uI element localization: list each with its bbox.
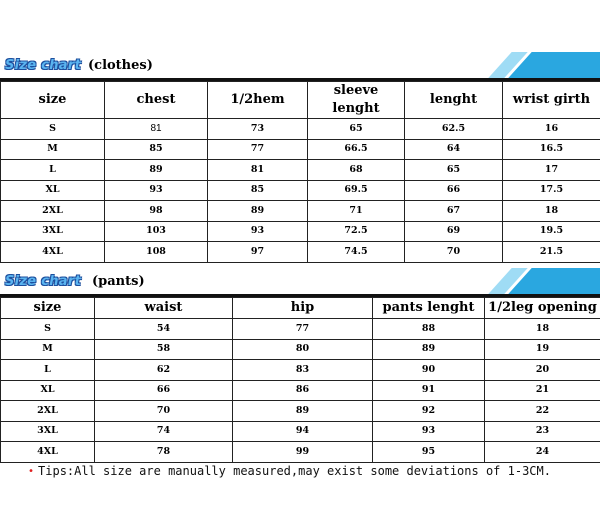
size-label-cell: 2XL [1,401,95,422]
measurement-cell: 97 [208,242,308,263]
clothes-size-chart [0,52,600,263]
size-label-cell: 2XL [1,201,105,222]
measurement-cell: 93 [105,180,208,201]
size-label-cell: XL [1,180,105,201]
measurement-cell: 69.5 [308,180,405,201]
measurement-cell: 81 [105,119,208,140]
measurement-cell: 66 [405,180,503,201]
table-row [1,401,600,422]
measurement-cell: 81 [208,160,308,181]
measurement-cell: 69 [405,221,503,242]
table-row [1,180,600,201]
measurement-cell: 77 [208,139,308,160]
measurement-cell: 77 [233,319,373,340]
measurement-cell: 62 [95,360,233,381]
measurement-cell: 92 [373,401,485,422]
measurement-cell: 17.5 [503,180,600,201]
clothes-col-header: size [1,82,105,119]
table-row [1,201,600,222]
measurement-cell: 18 [485,319,600,340]
measurement-cell: 74 [95,421,233,442]
table-row [1,139,600,160]
clothes-header-stripes [480,52,600,78]
size-label-cell: XL [1,380,95,401]
clothes-table-header-row [1,82,600,119]
table-row [1,319,600,340]
pants-size-table [0,297,600,463]
measurement-cell: 70 [405,242,503,263]
size-label-cell: 4XL [1,242,105,263]
clothes-table-body [1,119,600,263]
measurement-cell: 86 [233,380,373,401]
measurement-cell: 16 [503,119,600,140]
clothes-col-header: chest [105,82,208,119]
size-label-cell: M [1,139,105,160]
clothes-section-header [0,52,600,81]
size-label-cell: S [1,319,95,340]
measurement-cell: 89 [373,339,485,360]
measurement-cell: 85 [208,180,308,201]
size-label-cell: M [1,339,95,360]
clothes-col-header: sleeve lenght [308,82,405,119]
pants-col-header: hip [233,298,373,319]
measurement-cell: 66.5 [308,139,405,160]
measurement-cell: 24 [485,442,600,463]
measurement-cell: 108 [105,242,208,263]
measurement-cell: 22 [485,401,600,422]
measurement-cell: 21 [485,380,600,401]
clothes-section-title: (clothes) [88,58,153,73]
table-row [1,242,600,263]
tips-text: Tips:All size are manually measured,may exist some deviations of 1-3CM. [38,464,551,478]
table-row [1,380,600,401]
measurement-cell: 103 [105,221,208,242]
measurement-cell: 20 [485,360,600,381]
tips-bullet: • [28,466,35,477]
clothes-col-header: lenght [405,82,503,119]
pants-col-header: 1/2leg opening [485,298,600,319]
measurement-cell: 89 [105,160,208,181]
clothes-col-header: 1/2hem [208,82,308,119]
measurement-cell: 68 [308,160,405,181]
measurement-cell: 64 [405,139,503,160]
measurement-cell: 95 [373,442,485,463]
measurement-cell: 17 [503,160,600,181]
measurement-cell: 65 [308,119,405,140]
measurement-cell: 94 [233,421,373,442]
size-label-cell: L [1,160,105,181]
table-row [1,442,600,463]
size-label-cell: S [1,119,105,140]
measurement-cell: 18 [503,201,600,222]
pants-section-title: (pants) [92,274,145,289]
size-label-cell: L [1,360,95,381]
measurement-cell: 93 [373,421,485,442]
measurement-cell: 62.5 [405,119,503,140]
measurement-cell: 93 [208,221,308,242]
pants-table-header-row [1,298,600,319]
measurement-cell: 58 [95,339,233,360]
measurement-cell: 70 [95,401,233,422]
measurement-cell: 85 [105,139,208,160]
measurement-tips [28,463,551,481]
measurement-cell: 89 [208,201,308,222]
measurement-cell: 80 [233,339,373,360]
size-label-cell: 3XL [1,421,95,442]
measurement-cell: 89 [233,401,373,422]
measurement-cell: 72.5 [308,221,405,242]
measurement-cell: 83 [233,360,373,381]
measurement-cell: 78 [95,442,233,463]
measurement-cell: 19 [485,339,600,360]
pants-header-stripes [480,268,600,294]
table-row [1,160,600,181]
measurement-cell: 19.5 [503,221,600,242]
measurement-cell: 91 [373,380,485,401]
pants-table-body [1,319,600,463]
size-label-cell: 3XL [1,221,105,242]
measurement-cell: 90 [373,360,485,381]
pants-col-header: waist [95,298,233,319]
measurement-cell: 74.5 [308,242,405,263]
table-row [1,360,600,381]
size-label-cell: 4XL [1,442,95,463]
measurement-cell: 21.5 [503,242,600,263]
measurement-cell: 67 [405,201,503,222]
measurement-cell: 66 [95,380,233,401]
pants-section-header [0,268,600,297]
table-row [1,221,600,242]
pants-col-header: pants lenght [373,298,485,319]
clothes-size-chart-badge: Size chart [5,58,82,73]
measurement-cell: 99 [233,442,373,463]
measurement-cell: 23 [485,421,600,442]
clothes-col-header: wrist girth [503,82,600,119]
clothes-size-table [0,81,600,263]
table-row [1,421,600,442]
measurement-cell: 98 [105,201,208,222]
measurement-cell: 88 [373,319,485,340]
measurement-cell: 73 [208,119,308,140]
table-row [1,119,600,140]
pants-col-header: size [1,298,95,319]
measurement-cell: 54 [95,319,233,340]
pants-size-chart [0,268,600,463]
measurement-cell: 71 [308,201,405,222]
measurement-cell: 65 [405,160,503,181]
pants-size-chart-badge: Size chart [5,274,82,289]
table-row [1,339,600,360]
measurement-cell: 16.5 [503,139,600,160]
